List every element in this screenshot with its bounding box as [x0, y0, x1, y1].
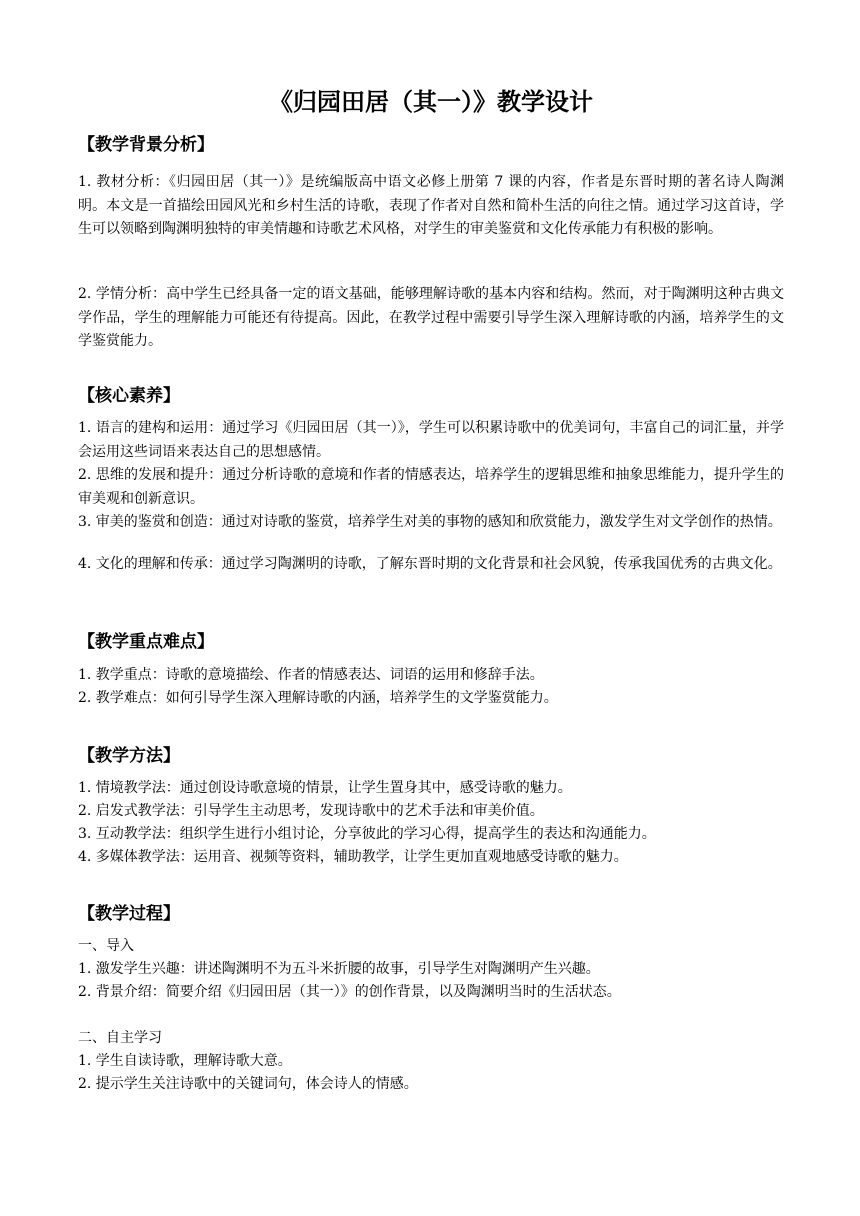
process-part-1-title: 一、导入: [78, 938, 134, 954]
background-paragraph-1: 1. 教材分析：《归园田居（其一）》是统编版高中语文必修上册第 7 课的内容，作者是东晋时期的著名诗人陶渊明。本文是一首描绘田园风光和乡村生活的诗歌，表现了作者对自然和简朴生活的向往之情。通过学习这首诗，学生可以领略到陶渊明独特的审美情趣和诗歌艺术风格，对学生的审美鉴赏和文化传承能力有积极的影响。: [78, 174, 784, 237]
keypoint-item-2: 2. 教学难点：如何引导学生深入理解诗歌的内涵，培养学生的文学鉴赏能力。: [78, 690, 558, 706]
section-heading-methods: 【教学方法】: [78, 746, 180, 766]
method-item-1: 1. 情境教学法：通过创设诗歌意境的情景，让学生置身其中，感受诗歌的魅力。: [78, 780, 572, 796]
core-item-3: 3. 审美的鉴赏和创造：通过对诗歌的鉴赏，培养学生对美的事物的感知和欣赏能力，激发学生对文学创作的热情。: [78, 514, 782, 530]
process-part-1-item-1: 1. 激发学生兴趣：讲述陶渊明不为五斗米折腰的故事，引导学生对陶渊明产生兴趣。: [78, 961, 600, 977]
core-item-4: 4. 文化的理解和传承：通过学习陶渊明的诗歌，了解东晋时期的文化背景和社会风貌，传承我国优秀的古典文化。: [78, 556, 782, 572]
section-heading-core: 【核心素养】: [78, 386, 180, 406]
core-item-1: 1. 语言的建构和运用：通过学习《归园田居（其一）》，学生可以积累诗歌中的优美词句，丰富自己的词汇量，并学会运用这些词语来表达自己的思想感情。: [78, 420, 784, 460]
section-heading-keypoints: 【教学重点难点】: [78, 632, 214, 652]
method-item-4: 4. 多媒体教学法：运用音、视频等资料，辅助教学，让学生更加直观地感受诗歌的魅力。: [78, 849, 628, 865]
process-part-2-item-2: 2. 提示学生关注诗歌中的关键词句，体会诗人的情感。: [78, 1076, 418, 1092]
section-heading-process: 【教学过程】: [78, 904, 180, 924]
method-item-2: 2. 启发式教学法：引导学生主动思考，发现诗歌中的艺术手法和审美价值。: [78, 803, 544, 819]
section-heading-background: 【教学背景分析】: [78, 135, 214, 155]
background-paragraph-2: 2. 学情分析：高中学生已经具备一定的语文基础，能够理解诗歌的基本内容和结构。然而，对于陶渊明这种古典文学作品，学生的理解能力可能还有待提高。因此，在教学过程中需要引导学生深入理解诗歌的内涵，培养学生的文学鉴赏能力。: [78, 286, 784, 349]
document-title: 《归园田居（其一）》教学设计: [269, 88, 593, 116]
method-item-3: 3. 互动教学法：组织学生进行小组讨论，分享彼此的学习心得，提高学生的表达和沟通能力。: [78, 826, 656, 842]
process-part-2-item-1: 1. 学生自读诗歌，理解诗歌大意。: [78, 1053, 292, 1069]
core-item-2: 2. 思维的发展和提升：通过分析诗歌的意境和作者的情感表达，培养学生的逻辑思维和抽象思维能力，提升学生的审美观和创新意识。: [78, 467, 784, 507]
keypoint-item-1: 1. 教学重点：诗歌的意境描绘、作者的情感表达、词语的运用和修辞手法。: [78, 667, 544, 683]
process-part-2-title: 二、自主学习: [78, 1030, 162, 1046]
process-part-1-item-2: 2. 背景介绍：简要介绍《归园田居（其一）》的创作背景，以及陶渊明当时的生活状态。: [78, 984, 621, 1000]
